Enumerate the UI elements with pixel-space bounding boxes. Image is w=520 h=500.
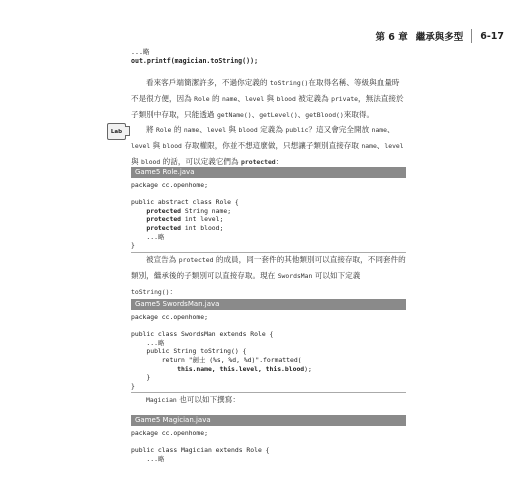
text-run: 、 xyxy=(376,141,385,150)
code-line: package cc.openhome; xyxy=(131,429,208,437)
page-number: 6-17 xyxy=(480,30,504,42)
code-line: } xyxy=(131,241,135,250)
text-run: 的 xyxy=(209,94,222,103)
text-run: 與 xyxy=(150,141,163,150)
inline-code: Magician xyxy=(146,396,177,404)
text-run: ： xyxy=(169,287,178,296)
text-run: 的 xyxy=(171,125,184,134)
code-line: ...略 xyxy=(131,48,150,56)
inline-code: name xyxy=(361,142,377,150)
text-run: 定義為 xyxy=(257,125,286,134)
text-run: 與 xyxy=(226,125,239,134)
code-line: int level; xyxy=(181,215,224,224)
code-line: } xyxy=(131,373,151,382)
text-run: ，無法直接於子類別中存取，只能透過 xyxy=(131,94,404,119)
text-run: 將 xyxy=(146,125,157,134)
text-run: 與 xyxy=(131,157,142,166)
code-line: out.printf(magician.toString()); xyxy=(131,57,259,65)
code-line: int blood; xyxy=(181,223,224,232)
inline-code: protected xyxy=(178,256,214,264)
text-run: ？這又會完全開放 xyxy=(308,125,372,134)
inline-code: level xyxy=(131,142,151,150)
text-run: 的話，可以定義它們為 xyxy=(160,157,242,166)
text-run: 的成員，同一套件的其他類別可以直接存取，不同套件的類別，繼承後的子類別可以直接存取。現在 xyxy=(131,255,406,280)
code-listing-body xyxy=(131,426,406,465)
text-run: 、 xyxy=(387,125,395,134)
inline-code: Role xyxy=(156,126,172,134)
inline-code: blood xyxy=(238,126,258,134)
code-line: ...略 xyxy=(131,338,165,347)
inline-code: level xyxy=(206,126,227,134)
code-bold-args: this.name, this.level, this.blood xyxy=(177,364,305,373)
inline-code: toString() xyxy=(269,79,309,87)
paragraph-2 xyxy=(131,122,406,170)
code-line: ...略 xyxy=(131,232,165,241)
inline-code: level xyxy=(384,142,404,150)
code-keyword: protected xyxy=(146,215,182,224)
lab-icon xyxy=(107,123,126,140)
text-run: 被宣告為 xyxy=(146,255,179,264)
code-keyword: protected xyxy=(146,206,182,215)
code-listing-swordsman xyxy=(131,299,406,393)
inline-code: name xyxy=(183,126,200,134)
inline-code: protected xyxy=(241,158,276,166)
text-run: 可以如下定義 xyxy=(312,271,361,280)
text-run: 來取得。 xyxy=(343,110,375,119)
text-run: 、 xyxy=(237,94,245,103)
inline-code: level xyxy=(244,95,265,103)
inline-code: toString() xyxy=(131,288,170,296)
text-run: 存取權限，你並不想這麼做，只想讓子類別直接存取 xyxy=(181,141,362,150)
text-run: 在取得名稱、等級與血量時不是很方便，因為 xyxy=(131,78,400,103)
inline-code: private xyxy=(331,95,359,103)
inline-code: name xyxy=(221,95,238,103)
inline-code: blood xyxy=(276,95,296,103)
inline-code: getBlood() xyxy=(305,111,344,119)
code-keyword: protected xyxy=(146,223,182,232)
code-listing-title: Game5 SwordsMan.java xyxy=(131,299,406,310)
inline-code: name xyxy=(371,126,387,134)
code-listing-body xyxy=(131,310,406,393)
code-line: } xyxy=(131,381,135,390)
inline-code: Role xyxy=(194,95,210,103)
text-run: 看來客戶端簡潔許多，不過你定義的 xyxy=(146,78,270,87)
code-line: public class SwordsMan extends Role { xyxy=(131,330,274,339)
chapter-title: 繼承與多型 xyxy=(415,32,464,43)
header-divider xyxy=(471,29,472,43)
text-run: 與 xyxy=(264,94,277,103)
code-line: public abstract class Role { xyxy=(131,198,239,207)
code-listing-role xyxy=(131,167,406,253)
code-listing-title: Game5 Magician.java xyxy=(131,415,406,426)
inline-code: getName() xyxy=(216,111,252,119)
text-run: ： xyxy=(275,157,284,166)
inline-code: blood xyxy=(141,158,161,166)
text-run: 、 xyxy=(251,110,260,119)
code-listing-magician xyxy=(131,415,406,465)
paragraph-3 xyxy=(131,252,406,300)
code-listing-body xyxy=(131,178,406,253)
page-header xyxy=(375,27,504,45)
inline-code: getLevel() xyxy=(259,111,298,119)
lab-icon-label: Lab xyxy=(110,128,123,135)
code-line: package cc.openhome; xyxy=(131,313,208,321)
inline-code: SwordsMan xyxy=(277,272,313,280)
code-line: ...略 xyxy=(131,454,165,463)
code-listing-title: Game5 Role.java xyxy=(131,167,406,178)
text-run: 、 xyxy=(297,110,306,119)
code-line: ); xyxy=(304,364,312,373)
code-line: public String toString() { xyxy=(131,347,247,356)
text-run: 被定義為 xyxy=(295,94,332,103)
inline-code: public xyxy=(285,126,309,134)
code-line: package cc.openhome; xyxy=(131,181,208,189)
top-code-snippet xyxy=(131,48,258,66)
inline-code: blood xyxy=(162,142,182,150)
code-line: public class Magician extends Role { xyxy=(131,446,270,455)
code-line: String name; xyxy=(181,206,232,215)
chapter-label: 第 6 章 xyxy=(375,32,408,43)
paragraph-4 xyxy=(131,392,406,408)
text-run: 也可以如下撰寫： xyxy=(176,395,240,404)
code-line: return "劍士 (%s, %d, %d)".formatted( xyxy=(131,355,302,364)
paragraph-1 xyxy=(131,75,406,123)
text-run: 、 xyxy=(199,125,207,134)
